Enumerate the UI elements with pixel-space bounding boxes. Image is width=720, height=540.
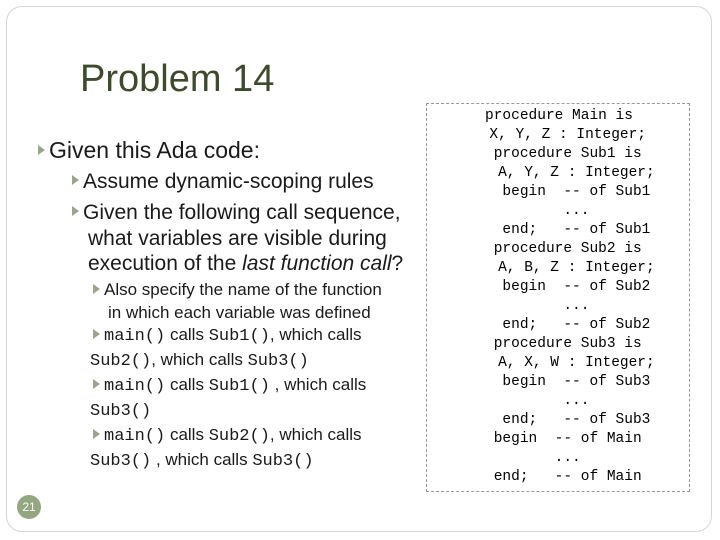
code-line: begin -- of Sub2 xyxy=(467,279,651,295)
bullet-arrow-icon xyxy=(93,429,100,439)
code-line: X, Y, Z : Integer; xyxy=(471,127,647,143)
code-line: begin -- of Main xyxy=(476,431,642,447)
bullet-arrow-icon xyxy=(93,284,100,294)
call-sequence-1-line2: Sub2(), which calls Sub3() xyxy=(90,350,309,371)
code-line: begin -- of Sub1 xyxy=(467,184,651,200)
code-line: ... xyxy=(528,393,590,409)
code-line: end; -- of Sub2 xyxy=(467,317,651,333)
bullet-given-call-sequence-line2: what variables are visible during xyxy=(88,227,387,250)
bullet-also-specify-line2: in which each variable was defined xyxy=(108,303,371,322)
bullet-given-call-sequence: Given the following call sequence, xyxy=(72,201,401,225)
bullet-given-call-sequence-line3: execution of the last function call? xyxy=(88,252,404,275)
code-line: end; -- of Sub1 xyxy=(467,222,651,238)
bullet-arrow-icon xyxy=(38,145,45,155)
bullet-arrow-icon xyxy=(93,379,100,389)
code-line: begin -- of Sub3 xyxy=(467,374,651,390)
call-sequence-2: main() calls Sub1() , which calls xyxy=(93,375,366,396)
bullet-given-ada-code: Given this Ada code: xyxy=(38,137,260,164)
call-sequence-1: main() calls Sub1(), which calls xyxy=(93,325,362,346)
call-sequence-3: main() calls Sub2(), which calls xyxy=(93,425,362,446)
code-line: end; -- of Sub3 xyxy=(467,412,651,428)
bullet-arrow-icon xyxy=(72,206,79,216)
code-line: procedure Main is xyxy=(485,108,633,124)
slide-number-badge: 21 xyxy=(17,495,41,519)
call-sequence-3-line2: Sub3() , which calls Sub3() xyxy=(90,450,314,471)
code-line: end; -- of Main xyxy=(476,469,642,485)
code-line: ... xyxy=(528,203,590,219)
bullet-also-specify: Also specify the name of the function xyxy=(93,280,382,300)
bullet-arrow-icon xyxy=(72,175,79,185)
code-line: A, Y, Z : Integer; xyxy=(463,165,655,181)
bullet-assume-dynamic-scoping: Assume dynamic-scoping rules xyxy=(72,170,374,194)
code-line: ... xyxy=(528,298,590,314)
code-line: ... xyxy=(537,450,581,466)
slide-title: Problem 14 xyxy=(80,58,275,100)
call-sequence-2-line2: Sub3() xyxy=(90,402,152,421)
code-line: A, X, W : Integer; xyxy=(463,355,655,371)
code-line: procedure Sub3 is xyxy=(476,336,642,352)
code-line: A, B, Z : Integer; xyxy=(463,260,655,276)
ada-code-box xyxy=(426,103,690,492)
code-line: procedure Sub1 is xyxy=(476,146,642,162)
bullet-arrow-icon xyxy=(93,329,100,339)
code-line: procedure Sub2 is xyxy=(476,241,642,257)
